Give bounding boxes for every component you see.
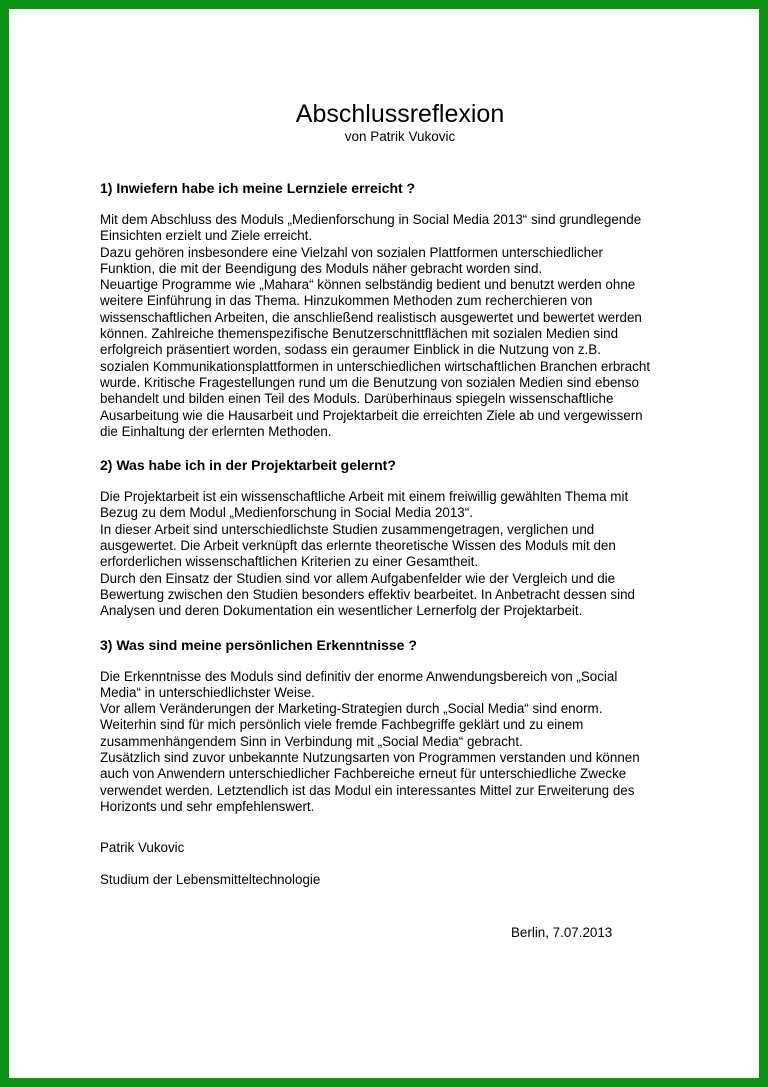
- text-line: Bewertung zwischen den Studien besonders effektiv bearbeitet. In Anbetracht dessen sind: [100, 586, 635, 602]
- text-line: In dieser Arbeit sind unterschiedlichste Studien zusammengetragen, verglichen und: [100, 521, 595, 537]
- text-line: Bezug zu dem Modul „Medienforschung in Social Media 2013“.: [100, 505, 473, 521]
- text-line: Analysen und deren Dokumentation ein wesentlicher Lernerfolg der Projektarbeit.: [100, 603, 583, 619]
- text-line: weitere Einführung in das Thema. Hinzukommen Methoden zum recherchieren von: [100, 293, 593, 309]
- text-line: wissenschaftlichen Arbeiten, die anschließend realistisch ausgewertet und bewertet werden: [100, 309, 642, 325]
- text-line: wurde. Kritische Fragestellungen rund um die Benutzung von sozialen Medien sind ebenso: [100, 374, 639, 390]
- section-heading: 1) Inwiefern habe ich meine Lernziele erreicht ?: [100, 180, 416, 196]
- text-line: Vor allem Veränderungen der Marketing-Strategien durch „Social Media“ sind enorm.: [100, 701, 603, 717]
- text-line: Media“ in unterschiedlichster Weise.: [100, 684, 315, 700]
- text-line: die Einhaltung der erlernten Methoden.: [100, 423, 332, 439]
- text-line: Funktion, die mit der Beendigung des Moduls näher gebracht worden sind.: [100, 260, 543, 276]
- text-line: verwendet werden. Letztendlich ist das Modul ein interessantes Mittel zur Erweiterung des: [100, 782, 635, 798]
- text-line: Dazu gehören insbesondere eine Vielzahl von sozialen Plattformen unterschiedlicher: [100, 244, 603, 260]
- text-line: auch von Anwendern unterschiedlicher Fachbereiche erneut für unterschiedliche Zwecke: [100, 766, 627, 782]
- text-line: sozialen Kommunikationsplattformen in unterschiedlichen wirtschaftlichen Branchen erbracht: [100, 358, 651, 374]
- text-line: behandelt und bilden einen Teil des Moduls. Darüberhinaus spiegeln wissenschaftliche: [100, 391, 614, 407]
- section-heading: 3) Was sind meine persönlichen Erkenntnisse ?: [100, 636, 417, 653]
- text-line: Weiterhin sind für mich persönlich viele fremde Fachbegriffe geklärt und zu einem: [100, 717, 584, 733]
- document-subtitle: von Patrik Vukovic: [344, 129, 456, 144]
- text-line: zusammenhängendem Sinn in Verbindung mit „Social Media“ gebracht.: [100, 733, 523, 749]
- text-line: Ausarbeitung wie die Hausarbeit und Projektarbeit die erreichten Ziele ab und vergewissern: [100, 407, 643, 423]
- section-heading: 2) Was habe ich in der Projektarbeit gelernt?: [100, 457, 396, 474]
- text-line: Die Projektarbeit ist ein wissenschaftliche Arbeit mit einem freiwillig gewählten Thema mit: [100, 489, 629, 505]
- section-erkenntnisse: [100, 637, 700, 816]
- text-line: Durch den Einsatz der Studien sind vor allem Aufgabenfelder wie der Vergleich und die: [100, 570, 616, 586]
- text-line: Zusätzlich sind zuvor unbekannte Nutzungsarten von Programmen verstanden und können: [100, 750, 640, 766]
- section-body: [100, 212, 700, 440]
- text-line: erfolgreich präsentiert worden, sodass ein geraumer Einblick in die Nutzung von z.B.: [100, 342, 601, 358]
- signature-name: Patrik Vukovic: [100, 840, 185, 856]
- text-line: können. Zahlreiche themenspezifische Benutzerschnittflächen mit sozialen Medien sind: [100, 326, 619, 342]
- text-line: ausgewertet. Die Arbeit verknüpft das erlernte theoretische Wissen des Moduls mit den: [100, 538, 616, 554]
- text-line: Horizonts und sehr empfehlenswert.: [100, 798, 315, 814]
- text-line: erforderlichen wissenschaftlichen Kriterien zu einer Gesamtheit.: [100, 554, 479, 570]
- section-projektarbeit: [100, 457, 700, 619]
- text-line: Mit dem Abschluss des Moduls „Medienforschung in Social Media 2013“ sind grundlegende: [100, 212, 642, 227]
- section-lernziele: [100, 180, 700, 440]
- section-body: [100, 669, 700, 816]
- place-date: Berlin, 7.07.2013: [511, 925, 613, 940]
- document-title: Abschlussreflexion: [295, 100, 505, 128]
- text-line: Neuartige Programme wie „Mahara“ können selbständig bedient und benutzt werden ohne: [100, 277, 636, 293]
- section-body: [100, 489, 700, 619]
- document-page: [100, 99, 700, 940]
- text-line: Die Erkenntnisse des Moduls sind definitiv der enorme Anwendungsbereich von „Social: [100, 668, 618, 684]
- signature-study: Studium der Lebensmitteltechnologie: [100, 872, 321, 888]
- text-line: Einsichten erzielt und Ziele erreicht.: [100, 228, 313, 244]
